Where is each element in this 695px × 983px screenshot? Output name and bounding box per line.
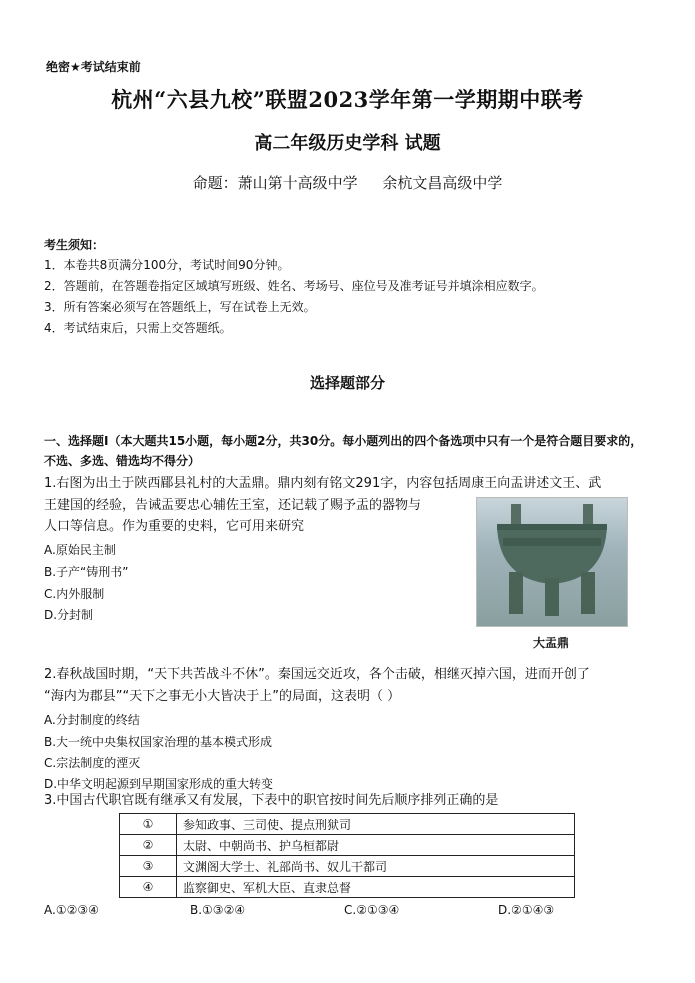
q3-line: 3.中国古代职官既有继承又有发展，下表中的职官按时间先后顺序排列正确的是 xyxy=(44,793,499,808)
q2-line: “海内为郡县”“天下之事无小大皆决于上”的局面，这表明（ ） xyxy=(44,689,401,704)
ding-illustration xyxy=(477,498,627,626)
q1-option-d: D.分封制 xyxy=(44,608,94,622)
table-cell-num: ③ xyxy=(120,856,177,877)
section-title: 选择题部分 xyxy=(309,374,385,392)
q2-line: 2.春秋战国时期，“天下共苦战斗不休”。秦国远交近攻，各个击破，相继灭掉六国，进而开创了 xyxy=(44,667,590,682)
exam-title: 杭州“六县九校”联盟2023学年第一学期期中联考 xyxy=(111,87,584,112)
q3-option-c: C.②①③④ xyxy=(344,903,400,917)
q2-option-b: B.大一统中央集权国家治理的基本模式形成 xyxy=(44,735,273,749)
ding-leg xyxy=(581,572,595,614)
part-heading: 一、选择题Ⅰ（本大题共15小题，每小题2分，共30分。每小题列出的四个备选项中只有一个是符合题目要求的，不选、多选、错选均不得分） xyxy=(44,434,643,468)
author-school-1: 命题：萧山第十高级中学 xyxy=(192,174,358,192)
table-row xyxy=(120,856,575,877)
exam-subtitle: 高二年级历史学科 试题 xyxy=(254,133,441,154)
secret-label: 绝密★考试结束前 xyxy=(46,60,141,74)
notice-item: 3．所有答案必须写在答题纸上，写在试卷上无效。 xyxy=(44,300,316,314)
table-cell-text: 参知政事、三司使、提点刑狱司 xyxy=(177,814,575,835)
ding-leg xyxy=(545,578,559,616)
ding-caption: 大盂鼎 xyxy=(532,636,569,650)
notice-item: 1．本卷共8页满分100分，考试时间90分钟。 xyxy=(44,258,290,272)
table-cell-num: ① xyxy=(120,814,177,835)
author-school-2: 余杭文昌高级中学 xyxy=(382,174,503,192)
q2-option-c: C.宗法制度的湮灭 xyxy=(44,756,141,770)
table-cell-num: ④ xyxy=(120,877,177,898)
q1-line: 1.右图为出土于陕西郿县礼村的大盂鼎。鼎内刻有铭文291字，内容包括周康王向盂讲述文王、武 xyxy=(44,476,602,491)
q1-option-b: B.子产“铸刑书” xyxy=(44,565,129,579)
table-cell-text: 太尉、中朝尚书、护乌桓都尉 xyxy=(177,835,575,856)
q1-line: 王建国的经验，告诫盂要忠心辅佐王室，还记载了赐予盂的器物与 xyxy=(44,498,422,513)
authors-line xyxy=(0,172,695,193)
q3-option-a: A.①②③④ xyxy=(44,903,99,917)
notice-item: 4．考试结束后，只需上交答题纸。 xyxy=(44,321,232,335)
q1-option-c: C.内外服制 xyxy=(44,587,105,601)
q2-option-d: D.中华文明起源到早期国家形成的重大转变 xyxy=(44,777,274,791)
q3-option-d: D.②①④③ xyxy=(498,903,555,917)
table-cell-text: 监察御史、军机大臣、直隶总督 xyxy=(177,877,575,898)
table-cell-num: ② xyxy=(120,835,177,856)
ding-leg xyxy=(509,572,523,614)
notice-heading: 考生须知： xyxy=(44,238,105,252)
q1-line: 人口等信息。作为重要的史料，它可用来研究 xyxy=(44,519,305,534)
q3-option-b: B.①③②④ xyxy=(190,903,246,917)
q2-option-a: A.分封制度的终结 xyxy=(44,713,140,727)
table-cell-text: 文渊阁大学士、礼部尚书、奴儿干都司 xyxy=(177,856,575,877)
table-row xyxy=(120,835,575,856)
q1-option-a: A.原始民主制 xyxy=(44,543,116,557)
offices-table xyxy=(119,813,575,898)
table-row xyxy=(120,877,575,898)
ding-image xyxy=(476,497,628,627)
notice-item: 2．答题前，在答题卷指定区域填写班级、姓名、考场号、座位号及准考证号并填涂相应数字。 xyxy=(44,279,544,293)
table-row xyxy=(120,814,575,835)
